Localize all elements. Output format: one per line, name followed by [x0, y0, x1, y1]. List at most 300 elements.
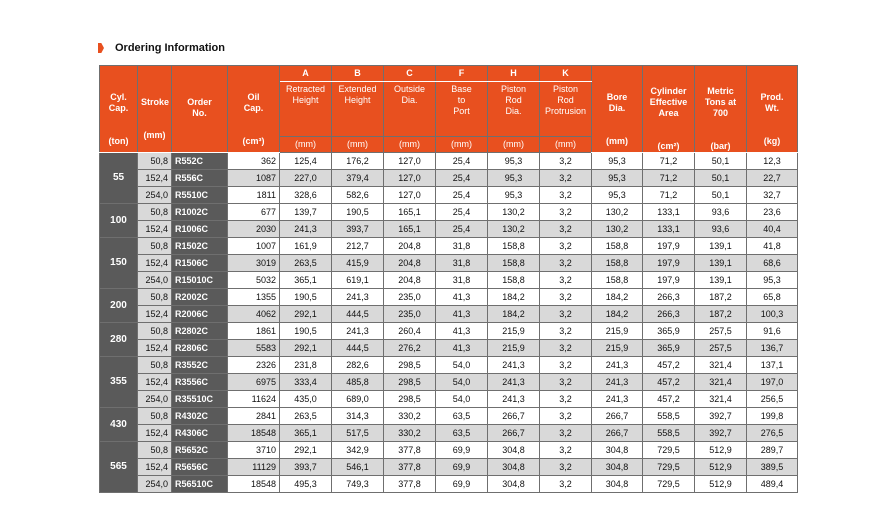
table-row	[100, 187, 798, 204]
header-unit-col-12: (bar)	[710, 141, 731, 151]
stroke-cell: 152,4	[138, 374, 172, 391]
header-label-col-4: Retracted Height	[280, 82, 332, 137]
spec-cell: 197,0	[747, 374, 798, 391]
spec-cell: 100,3	[747, 306, 798, 323]
spec-cell: 41,8	[747, 238, 798, 255]
dimension-cell: 365,1	[280, 272, 332, 289]
spec-cell: 68,6	[747, 255, 798, 272]
spec-cell: 12,3	[747, 153, 798, 170]
oil-capacity-cell: 11129	[228, 459, 280, 476]
table-row	[100, 153, 798, 170]
dimension-cell: 69,9	[436, 476, 488, 493]
header-col-3	[228, 66, 280, 153]
spec-cell: 93,6	[695, 204, 747, 221]
dimension-cell: 158,8	[488, 255, 540, 272]
spec-cell: 187,2	[695, 306, 747, 323]
dimension-cell: 25,4	[436, 204, 488, 221]
dimension-cell: 241,3	[332, 323, 384, 340]
order-number-cell: R5656C	[172, 459, 228, 476]
stroke-cell: 50,8	[138, 357, 172, 374]
dimension-cell: 235,0	[384, 306, 436, 323]
dimension-cell: 292,1	[280, 306, 332, 323]
capacity-cell: 150	[100, 238, 138, 289]
oil-capacity-cell: 11624	[228, 391, 280, 408]
dimension-cell: 263,5	[280, 255, 332, 272]
header-unit-col-4: (mm)	[280, 136, 332, 152]
spec-cell: 130,2	[592, 221, 643, 238]
dimension-cell: 330,2	[384, 408, 436, 425]
dimension-cell: 3,2	[540, 221, 592, 238]
header-unit-col-10: (mm)	[606, 135, 628, 146]
dimension-cell: 495,3	[280, 476, 332, 493]
spec-cell: 184,2	[592, 289, 643, 306]
dimension-cell: 3,2	[540, 357, 592, 374]
table-row	[100, 425, 798, 442]
header-col-11	[643, 66, 695, 153]
spec-cell: 512,9	[695, 442, 747, 459]
capacity-cell: 200	[100, 289, 138, 323]
spec-cell: 133,1	[643, 221, 695, 238]
dimension-cell: 176,2	[332, 153, 384, 170]
dimension-cell: 3,2	[540, 170, 592, 187]
dimension-cell: 231,8	[280, 357, 332, 374]
stroke-cell: 254,0	[138, 272, 172, 289]
header-label-col-1: Stroke	[141, 97, 170, 107]
header-unit-col-7: (mm)	[436, 136, 488, 152]
table-body	[100, 153, 798, 493]
dimension-cell: 204,8	[384, 272, 436, 289]
dimension-cell: 63,5	[436, 408, 488, 425]
spec-cell: 392,7	[695, 408, 747, 425]
stroke-cell: 152,4	[138, 221, 172, 238]
dimension-cell: 25,4	[436, 153, 488, 170]
dimension-cell: 342,9	[332, 442, 384, 459]
dimension-cell: 127,0	[384, 170, 436, 187]
header-col-12	[695, 66, 747, 153]
order-number-cell: R2002C	[172, 289, 228, 306]
dimension-cell: 517,5	[332, 425, 384, 442]
stroke-cell: 254,0	[138, 391, 172, 408]
dimension-cell: 689,0	[332, 391, 384, 408]
spec-cell: 266,7	[592, 425, 643, 442]
dimension-cell: 215,9	[488, 340, 540, 357]
table-row	[100, 255, 798, 272]
spec-cell: 133,1	[643, 204, 695, 221]
dimension-cell: 3,2	[540, 459, 592, 476]
ordering-table	[99, 65, 798, 493]
dimension-cell: 25,4	[436, 170, 488, 187]
dimension-cell: 241,3	[488, 357, 540, 374]
oil-capacity-cell: 362	[228, 153, 280, 170]
header-label-col-11: Cylinder Effective Area	[649, 86, 688, 118]
dimension-cell: 25,4	[436, 187, 488, 204]
spec-cell: 197,9	[643, 238, 695, 255]
table-row	[100, 340, 798, 357]
header-unit-col-6: (mm)	[384, 136, 436, 152]
stroke-cell: 50,8	[138, 289, 172, 306]
spec-cell: 50,1	[695, 170, 747, 187]
dimension-cell: 204,8	[384, 255, 436, 272]
spec-cell: 40,4	[747, 221, 798, 238]
table-row	[100, 357, 798, 374]
header-unit-col-11: (cm²)	[657, 141, 680, 151]
spec-cell: 321,4	[695, 374, 747, 391]
dimension-cell: 190,5	[280, 289, 332, 306]
dimension-cell: 3,2	[540, 340, 592, 357]
table-row	[100, 459, 798, 476]
dimension-cell: 266,7	[488, 408, 540, 425]
spec-cell: 321,4	[695, 357, 747, 374]
header-letter-col-4: A	[280, 66, 332, 82]
dimension-cell: 266,7	[488, 425, 540, 442]
header-letter-col-9: K	[540, 66, 592, 82]
header-unit-col-13: (kg)	[763, 135, 781, 146]
spec-cell: 158,8	[592, 255, 643, 272]
dimension-cell: 227,0	[280, 170, 332, 187]
dimension-cell: 241,3	[488, 391, 540, 408]
spec-cell: 729,5	[643, 442, 695, 459]
table-row	[100, 170, 798, 187]
dimension-cell: 241,3	[280, 221, 332, 238]
dimension-cell: 54,0	[436, 374, 488, 391]
table-row	[100, 204, 798, 221]
capacity-cell: 565	[100, 442, 138, 493]
dimension-cell: 3,2	[540, 476, 592, 493]
dimension-cell: 314,3	[332, 408, 384, 425]
spec-cell: 365,9	[643, 340, 695, 357]
bullet-arrow-icon	[98, 43, 104, 53]
order-number-cell: R2802C	[172, 323, 228, 340]
capacity-cell: 355	[100, 357, 138, 408]
dimension-cell: 330,2	[384, 425, 436, 442]
dimension-cell: 379,4	[332, 170, 384, 187]
order-number-cell: R35510C	[172, 391, 228, 408]
dimension-cell: 3,2	[540, 408, 592, 425]
dimension-cell: 282,6	[332, 357, 384, 374]
dimension-cell: 31,8	[436, 272, 488, 289]
order-number-cell: R15010C	[172, 272, 228, 289]
capacity-cell: 100	[100, 204, 138, 238]
dimension-cell: 63,5	[436, 425, 488, 442]
spec-cell: 93,6	[695, 221, 747, 238]
oil-capacity-cell: 1355	[228, 289, 280, 306]
spec-cell: 91,6	[747, 323, 798, 340]
spec-cell: 71,2	[643, 187, 695, 204]
spec-cell: 457,2	[643, 391, 695, 408]
oil-capacity-cell: 4062	[228, 306, 280, 323]
section-heading	[98, 42, 225, 54]
spec-cell: 197,9	[643, 272, 695, 289]
table-row	[100, 476, 798, 493]
spec-cell: 187,2	[695, 289, 747, 306]
stroke-cell: 152,4	[138, 340, 172, 357]
header-letter-col-7: F	[436, 66, 488, 82]
dimension-cell: 3,2	[540, 374, 592, 391]
oil-capacity-cell: 18548	[228, 425, 280, 442]
order-number-cell: R552C	[172, 153, 228, 170]
dimension-cell: 125,4	[280, 153, 332, 170]
oil-capacity-cell: 6975	[228, 374, 280, 391]
spec-cell: 241,3	[592, 374, 643, 391]
dimension-cell: 241,3	[332, 289, 384, 306]
table-row	[100, 442, 798, 459]
header-label-col-5: Extended Height	[332, 82, 384, 137]
table-row	[100, 374, 798, 391]
oil-capacity-cell: 2326	[228, 357, 280, 374]
spec-cell: 32,7	[747, 187, 798, 204]
header-unit-col-5: (mm)	[332, 136, 384, 152]
spec-cell: 266,3	[643, 289, 695, 306]
spec-cell: 23,6	[747, 204, 798, 221]
spec-cell: 139,1	[695, 255, 747, 272]
dimension-cell: 582,6	[332, 187, 384, 204]
spec-cell: 512,9	[695, 476, 747, 493]
order-number-cell: R56510C	[172, 476, 228, 493]
dimension-cell: 161,9	[280, 238, 332, 255]
section-title: Ordering Information	[115, 42, 225, 54]
table-row	[100, 391, 798, 408]
header-letter-col-8: H	[488, 66, 540, 82]
dimension-cell: 298,5	[384, 357, 436, 374]
spec-cell: 95,3	[747, 272, 798, 289]
dimension-cell: 304,8	[488, 476, 540, 493]
dimension-cell: 31,8	[436, 238, 488, 255]
spec-cell: 71,2	[643, 170, 695, 187]
spec-cell: 139,1	[695, 272, 747, 289]
header-label-col-2: Order No.	[187, 97, 212, 118]
spec-cell: 304,8	[592, 442, 643, 459]
header-col-13	[747, 66, 798, 153]
spec-cell: 215,9	[592, 323, 643, 340]
spec-cell: 95,3	[592, 187, 643, 204]
dimension-cell: 444,5	[332, 306, 384, 323]
spec-cell: 558,5	[643, 408, 695, 425]
dimension-cell: 393,7	[332, 221, 384, 238]
spec-cell: 389,5	[747, 459, 798, 476]
header-unit-col-8: (mm)	[488, 136, 540, 152]
spec-cell: 512,9	[695, 459, 747, 476]
table-row	[100, 289, 798, 306]
spec-cell: 321,4	[695, 391, 747, 408]
dimension-cell: 260,4	[384, 323, 436, 340]
stroke-cell: 50,8	[138, 238, 172, 255]
dimension-cell: 69,9	[436, 459, 488, 476]
order-number-cell: R5510C	[172, 187, 228, 204]
stroke-cell: 50,8	[138, 408, 172, 425]
header-unit-col-9: (mm)	[540, 136, 592, 152]
spec-cell: 457,2	[643, 357, 695, 374]
dimension-cell: 415,9	[332, 255, 384, 272]
order-number-cell: R3552C	[172, 357, 228, 374]
dimension-cell: 377,8	[384, 476, 436, 493]
spec-cell: 241,3	[592, 391, 643, 408]
dimension-cell: 304,8	[488, 459, 540, 476]
dimension-cell: 3,2	[540, 272, 592, 289]
header-label-col-7: Base to Port	[436, 82, 488, 137]
dimension-cell: 292,1	[280, 442, 332, 459]
dimension-cell: 158,8	[488, 238, 540, 255]
dimension-cell: 263,5	[280, 408, 332, 425]
dimension-cell: 292,1	[280, 340, 332, 357]
dimension-cell: 215,9	[488, 323, 540, 340]
dimension-cell: 3,2	[540, 153, 592, 170]
dimension-cell: 95,3	[488, 153, 540, 170]
spec-cell: 266,3	[643, 306, 695, 323]
spec-cell: 729,5	[643, 459, 695, 476]
dimension-cell: 276,2	[384, 340, 436, 357]
oil-capacity-cell: 677	[228, 204, 280, 221]
spec-cell: 365,9	[643, 323, 695, 340]
spec-cell: 137,1	[747, 357, 798, 374]
spec-cell: 729,5	[643, 476, 695, 493]
header-label-col-13: Prod. Wt.	[760, 91, 784, 113]
dimension-cell: 546,1	[332, 459, 384, 476]
dimension-cell: 749,3	[332, 476, 384, 493]
dimension-cell: 3,2	[540, 391, 592, 408]
dimension-cell: 41,3	[436, 306, 488, 323]
dimension-cell: 3,2	[540, 442, 592, 459]
spec-cell: 199,8	[747, 408, 798, 425]
dimension-cell: 69,9	[436, 442, 488, 459]
order-number-cell: R3556C	[172, 374, 228, 391]
stroke-cell: 50,8	[138, 442, 172, 459]
spec-cell: 304,8	[592, 459, 643, 476]
dimension-cell: 127,0	[384, 153, 436, 170]
stroke-cell: 152,4	[138, 459, 172, 476]
oil-capacity-cell: 1861	[228, 323, 280, 340]
spec-cell: 241,3	[592, 357, 643, 374]
stroke-cell: 254,0	[138, 476, 172, 493]
table-row	[100, 272, 798, 289]
header-letter-row	[100, 66, 798, 82]
header-label-col-8: Piston Rod Dia.	[488, 82, 540, 137]
oil-capacity-cell: 1811	[228, 187, 280, 204]
dimension-cell: 130,2	[488, 204, 540, 221]
dimension-cell: 393,7	[280, 459, 332, 476]
dimension-cell: 444,5	[332, 340, 384, 357]
header-col-10	[592, 66, 643, 153]
order-number-cell: R2806C	[172, 340, 228, 357]
header-letter-col-6: C	[384, 66, 436, 82]
stroke-cell: 152,4	[138, 306, 172, 323]
spec-cell: 95,3	[592, 170, 643, 187]
spec-cell: 257,5	[695, 340, 747, 357]
spec-cell: 130,2	[592, 204, 643, 221]
dimension-cell: 485,8	[332, 374, 384, 391]
spec-cell: 158,8	[592, 272, 643, 289]
spec-cell: 558,5	[643, 425, 695, 442]
dimension-cell: 3,2	[540, 306, 592, 323]
table-row	[100, 306, 798, 323]
dimension-cell: 3,2	[540, 289, 592, 306]
header-col-2	[172, 66, 228, 153]
spec-cell: 136,7	[747, 340, 798, 357]
spec-cell: 95,3	[592, 153, 643, 170]
dimension-cell: 241,3	[488, 374, 540, 391]
table-row	[100, 238, 798, 255]
spec-cell: 184,2	[592, 306, 643, 323]
order-number-cell: R4302C	[172, 408, 228, 425]
stroke-cell: 50,8	[138, 153, 172, 170]
dimension-cell: 41,3	[436, 340, 488, 357]
header-unit-col-3: (cm³)	[242, 135, 265, 146]
order-number-cell: R5652C	[172, 442, 228, 459]
order-number-cell: R1506C	[172, 255, 228, 272]
order-number-cell: R4306C	[172, 425, 228, 442]
oil-capacity-cell: 2030	[228, 221, 280, 238]
oil-capacity-cell: 2841	[228, 408, 280, 425]
stroke-cell: 152,4	[138, 170, 172, 187]
dimension-cell: 184,2	[488, 306, 540, 323]
stroke-cell: 152,4	[138, 255, 172, 272]
stroke-cell: 50,8	[138, 204, 172, 221]
table-header	[100, 66, 798, 153]
oil-capacity-cell: 3710	[228, 442, 280, 459]
dimension-cell: 165,1	[384, 204, 436, 221]
stroke-cell: 254,0	[138, 187, 172, 204]
dimension-cell: 204,8	[384, 238, 436, 255]
dimension-cell: 165,1	[384, 221, 436, 238]
dimension-cell: 298,5	[384, 391, 436, 408]
table-row	[100, 221, 798, 238]
header-label-col-0: Cyl. Cap.	[108, 91, 129, 113]
dimension-cell: 3,2	[540, 425, 592, 442]
oil-capacity-cell: 3019	[228, 255, 280, 272]
header-label-col-12: Metric Tons at 700	[704, 86, 737, 118]
spec-cell: 158,8	[592, 238, 643, 255]
dimension-cell: 333,4	[280, 374, 332, 391]
dimension-cell: 31,8	[436, 255, 488, 272]
dimension-cell: 184,2	[488, 289, 540, 306]
spec-cell: 197,9	[643, 255, 695, 272]
dimension-cell: 25,4	[436, 221, 488, 238]
spec-cell: 215,9	[592, 340, 643, 357]
spec-cell: 50,1	[695, 187, 747, 204]
dimension-cell: 377,8	[384, 459, 436, 476]
header-label-col-9: Piston Rod Protrusion	[540, 82, 592, 137]
dimension-cell: 3,2	[540, 187, 592, 204]
dimension-cell: 3,2	[540, 238, 592, 255]
dimension-cell: 54,0	[436, 357, 488, 374]
dimension-cell: 190,5	[332, 204, 384, 221]
table-row	[100, 323, 798, 340]
header-col-0	[100, 66, 138, 153]
spec-cell: 50,1	[695, 153, 747, 170]
dimension-cell: 95,3	[488, 170, 540, 187]
spec-cell: 266,7	[592, 408, 643, 425]
header-label-col-6: Outside Dia.	[384, 82, 436, 137]
capacity-cell: 430	[100, 408, 138, 442]
dimension-cell: 3,2	[540, 255, 592, 272]
order-number-cell: R556C	[172, 170, 228, 187]
spec-cell: 65,8	[747, 289, 798, 306]
dimension-cell: 212,7	[332, 238, 384, 255]
order-number-cell: R1006C	[172, 221, 228, 238]
spec-cell: 139,1	[695, 238, 747, 255]
dimension-cell: 139,7	[280, 204, 332, 221]
header-label-col-3: Oil Cap.	[243, 91, 264, 113]
order-number-cell: R1502C	[172, 238, 228, 255]
header-letter-col-5: B	[332, 66, 384, 82]
spec-cell: 257,5	[695, 323, 747, 340]
spec-cell: 276,5	[747, 425, 798, 442]
oil-capacity-cell: 18548	[228, 476, 280, 493]
dimension-cell: 54,0	[436, 391, 488, 408]
capacity-cell: 55	[100, 153, 138, 204]
stroke-cell: 152,4	[138, 425, 172, 442]
oil-capacity-cell: 5583	[228, 340, 280, 357]
spec-cell: 289,7	[747, 442, 798, 459]
